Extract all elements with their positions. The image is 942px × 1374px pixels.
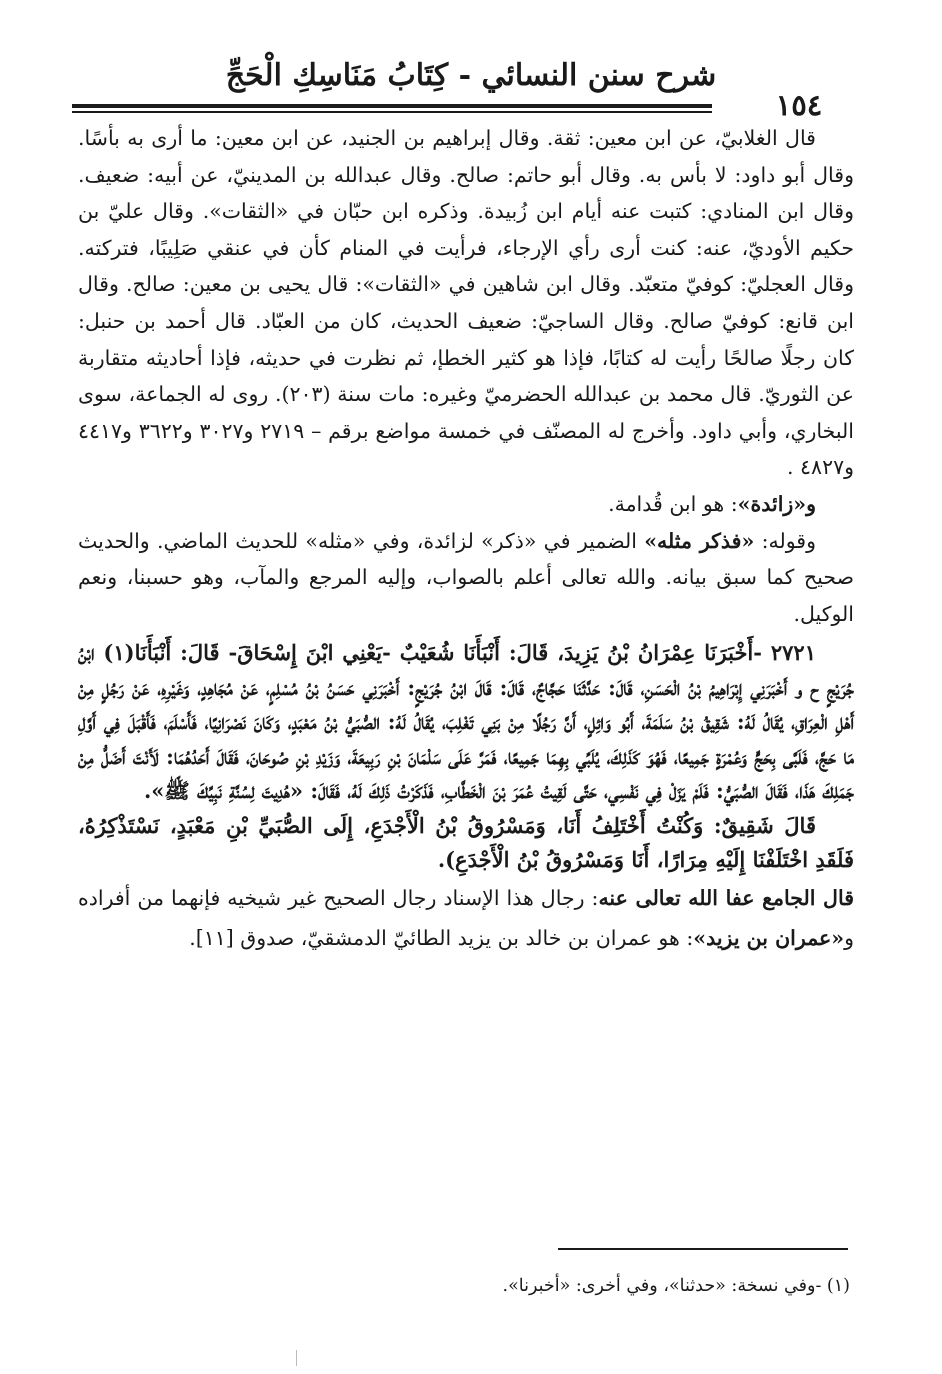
commentary-paragraph <box>78 523 854 633</box>
jami-comment-part2: : هو عمران بن خالد بن يزيد الطائيّ الدمشقيّ، صدوق [١١]. <box>189 925 694 950</box>
header-rule-thin <box>72 111 712 113</box>
header-rule-thick <box>72 104 712 108</box>
running-header-title: شرح سنن النسائي - كِتَابُ مَنَاسِكِ الْحَجِّ <box>225 58 717 93</box>
zaida-paragraph <box>78 486 854 523</box>
footnote-1: (١) -وفي نسخة: «حدثنا»، وفي أخرى: «أخبرنا». <box>502 1276 850 1296</box>
commentary-quote: «فذكر مثله» <box>644 528 755 553</box>
page-number: ١٥٤ <box>754 88 844 122</box>
jami-comment-part1: : رجال هذا الإسناد رجال الصحيح غير شيخيه فإنهما من أفراده و <box>78 885 854 950</box>
zaida-explanation: : هو ابن قُدامة. <box>608 491 738 516</box>
jami-comment-heading: قال الجامع عفا الله تعالى عنه <box>598 885 854 910</box>
imran-name: «عمران بن يزيد» <box>693 925 845 950</box>
hadith-2721-tail: قَالَ شَقِيقٌ: وَكُنْتُ أَخْتَلِفُ أَنَا، وَمَسْرُوقُ بْنُ الْأَجْدَعِ، إِلَى الصُّبَيِّ بْنِ مَعْبَدٍ، نَسْتَذْكِرُهُ، فَلَقَدِ اخْتَلَفْنَا إِلَيْهِ مِرَارًا، أَنَا وَمَسْرُوقُ بْنُ الْأَجْدَعِ). <box>78 812 854 873</box>
hadith-2721-text: ٢٧٢١ -أَخْبَرَنَا عِمْرَانُ بْنُ يَزِيدَ، قَالَ: أَنْبَأَنَا شُعَيْبٌ -يَعْنِي ابْنَ إِسْحَاقَ- قَالَ: أَنْبَأَنَا(١) ابْنُ جُرَيْجٍ ح و أَخْبَرَنِي إِبْرَاهِيمُ بْنُ الْحَسَنِ، قَالَ: حَدَّثَنَا حَجَّاجٌ، قَالَ: قَالَ ابْنُ جُرَيْجٍ: أَخْبَرَنِي حَسَنُ بْنُ مُسْلِمٍ، عَنْ مُجَاهِدٍ، وَغَيْرِهِ، عَنْ رَجُلٍ مِنْ أَهْلِ الْعِرَاقِ، يُقَالُ لَهُ: شَقِيقُ بْنُ سَلَمَةَ، أَبُو وَائِلٍ، أَنَّ رَجُلًا مِنْ بَنِي تَغْلِبَ، يُقَالُ لَهُ: الصُّبَيُّ بْنُ مَعْبَدٍ، وَكَانَ نَصْرَانِيًا، فَأَسْلَمَ، فَأَقْبَلَ فِي أَوَّلِ مَا حَجَّ، فَلَبَّى بِحَجٍّ وَعُمْرَةٍ جَمِيعًا، فَهُوَ كَذَلِكَ، يُلَبِّي بِهِمَا جَمِيعًا، فَمَرَّ عَلَى سَلْمَانَ بْنِ رَبِيعَةَ، وَزَيْدِ بْنِ صُوحَانَ، فَقَالَ أَحَدُهُمَا: لَأَنْتَ أَضَلُّ مِنْ جَمَلِكَ هَذَا، فَقَالَ الصُّبَيُّ: فَلَمْ يَزَلْ فِي نَفْسِي، حَتَّى لَقِيتُ عُمَرَ بْنَ الْخَطَّابِ، فَذَكَرْتُ ذَلِكَ لَهُ، فَقَالَ: «هُدِيتَ لِسُنَّةِ نَبِيِّكَ ﷺ». <box>78 640 854 804</box>
footnote-separator <box>558 1248 848 1250</box>
scan-mark <box>296 1350 297 1366</box>
commentary-lead: وقوله: <box>754 528 817 553</box>
jami-comment-paragraph <box>78 878 854 958</box>
main-text <box>78 120 854 958</box>
commentary-rest: الضمير في «ذكر» لزائدة، وفي «مثله» للحديث الماضي. والحديث صحيح كما سبق بيانه. والله تعالى أعلم بالصواب، وإليه المرجع والمآب، وهو حسبنا، ونعم الوكيل. <box>78 528 854 626</box>
narrator-biography-paragraph: قال الغلابيّ، عن ابن معين: ثقة. وقال إبراهيم بن الجنيد، عن ابن معين: ما أرى به بأسًا. وقال أبو داود: لا بأس به. وقال أبو حاتم: صالح. وقال عبدالله بن المدينيّ، عن أبيه: ضعيف. وقال ابن المنادي: كتبت عنه أيام ابن زُبيدة. وذكره ابن حبّان في «الثقات». وقال عليّ بن حكيم الأوديّ، عنه: كنت أرى رأي الإرجاء، فرأيت في المنام كأن في عنقي صَلِيبًا، فتركته. وقال العجليّ: كوفيّ متعبّد. وقال ابن شاهين في «الثقات»: قال يحيى بن معين: صالح. وقال ابن قانع: كوفيّ صالح. وقال الساجيّ: ضعيف الحديث، كان من العبّاد. قال أحمد بن حنبل: كان رجلًا صالحًا رأيت له كتابًا، فإذا هو كثير الخطإ، ثم نظرت في حديثه، فإذا أحاديثه متقاربة عن الثوريّ. قال محمد بن عبدالله الحضرميّ وغيره: مات سنة (٢٠٣). روى له الجماعة، سوى البخاري، وأبي داود. وأخرج له المصنّف في خمسة مواضع برقم – ٢٧١٩ و٣٠٢٧ و٣٦٢٢ و٤٤١٧ و٤٨٢٧ . <box>78 126 854 480</box>
zaida-term: و«زائدة» <box>737 491 816 516</box>
